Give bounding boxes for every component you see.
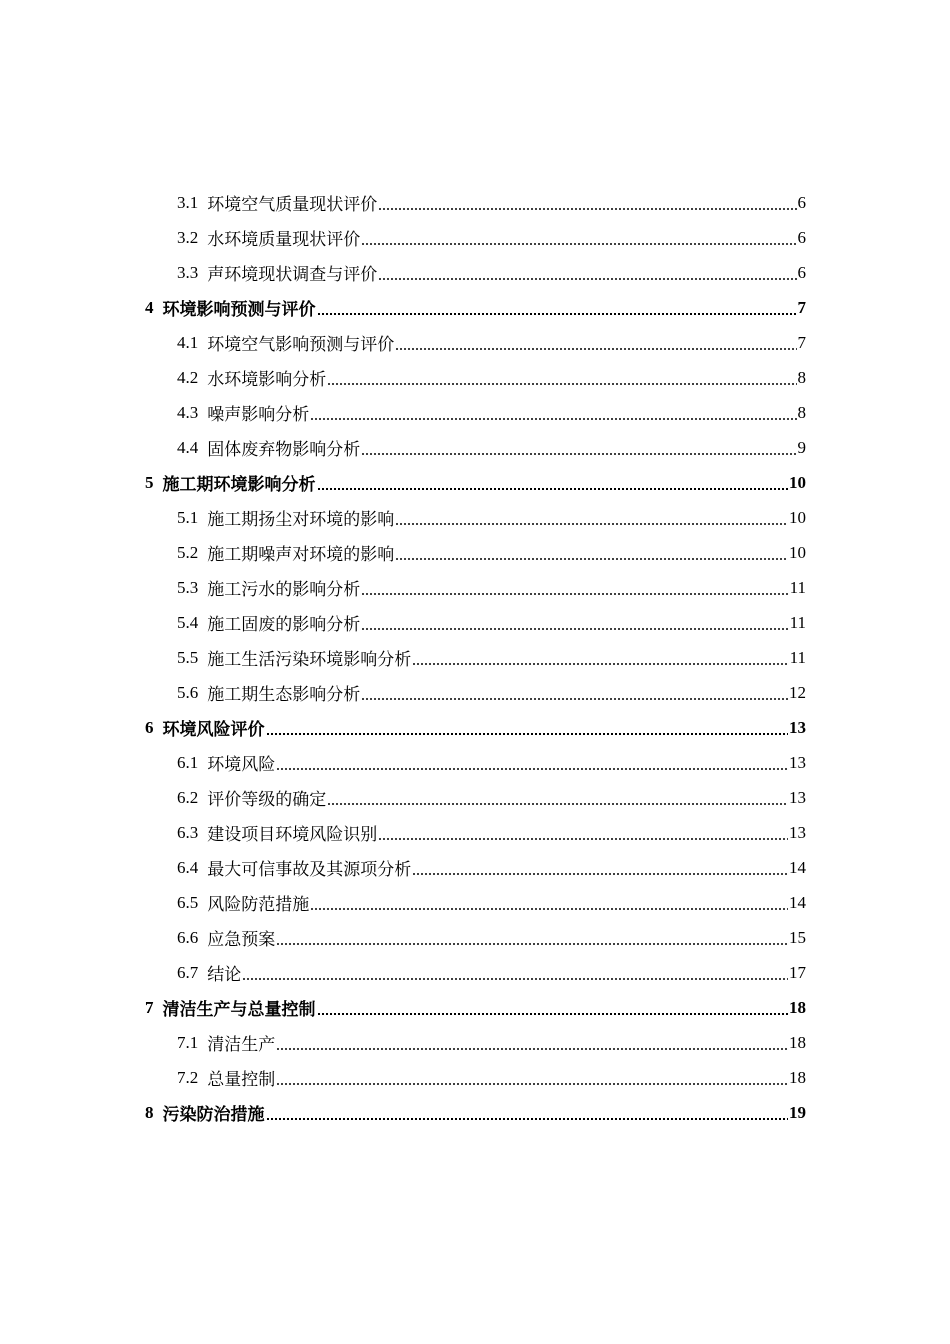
toc-dot-leader bbox=[266, 1118, 789, 1120]
toc-section-entry[interactable] bbox=[177, 360, 806, 395]
toc-entry-title: 施工固废的影响分析 bbox=[207, 615, 361, 634]
toc-entry-title: 施工污水的影响分析 bbox=[207, 580, 361, 599]
toc-entry-title: 施工期生态影响分析 bbox=[207, 685, 361, 704]
toc-entry-page-number: 14 bbox=[789, 892, 806, 912]
toc-dot-leader bbox=[361, 628, 788, 630]
toc-section-entry[interactable] bbox=[177, 325, 806, 360]
toc-entry-page-number: 19 bbox=[789, 1102, 806, 1122]
toc-dot-leader bbox=[378, 838, 788, 840]
toc-chapter-entry[interactable] bbox=[145, 290, 806, 325]
toc-entry-number: 5 bbox=[145, 472, 154, 492]
toc-entry-page-number: 12 bbox=[789, 682, 806, 702]
toc-entry-title: 水环境质量现状评价 bbox=[207, 230, 361, 249]
toc-section-entry[interactable] bbox=[177, 885, 806, 920]
toc-entry-title: 噪声影响分析 bbox=[207, 405, 310, 424]
toc-entry-page-number: 8 bbox=[797, 402, 806, 422]
toc-entry-title: 水环境影响分析 bbox=[207, 370, 327, 389]
toc-section-entry[interactable] bbox=[177, 675, 806, 710]
toc-entry-number: 6 bbox=[145, 717, 154, 737]
toc-dot-leader bbox=[395, 523, 788, 525]
toc-entry-page-number: 11 bbox=[789, 577, 806, 597]
toc-entry-number: 3.1 bbox=[177, 192, 199, 212]
toc-section-entry[interactable] bbox=[177, 395, 806, 430]
toc-dot-leader bbox=[276, 768, 788, 770]
toc-entry-number: 3.3 bbox=[177, 262, 199, 282]
toc-section-entry[interactable] bbox=[177, 1060, 806, 1095]
toc-dot-leader bbox=[276, 943, 788, 945]
toc-dot-leader bbox=[378, 208, 796, 210]
toc-entry-title: 清洁生产 bbox=[207, 1035, 276, 1054]
toc-entry-page-number: 13 bbox=[789, 752, 806, 772]
toc-entry-title: 环境空气质量现状评价 bbox=[207, 195, 378, 214]
toc-dot-leader bbox=[361, 593, 788, 595]
toc-entry-page-number: 8 bbox=[797, 367, 806, 387]
toc-entry-number: 5.5 bbox=[177, 647, 199, 667]
toc-dot-leader bbox=[317, 313, 797, 315]
toc-entry-page-number: 15 bbox=[789, 927, 806, 947]
toc-entry-title: 最大可信事故及其源项分析 bbox=[207, 860, 412, 879]
toc-section-entry[interactable] bbox=[177, 955, 806, 990]
toc-entry-number: 4.3 bbox=[177, 402, 199, 422]
toc-entry-page-number: 18 bbox=[789, 1067, 806, 1087]
toc-entry-page-number: 9 bbox=[797, 437, 806, 457]
toc-dot-leader bbox=[327, 803, 788, 805]
toc-dot-leader bbox=[276, 1048, 788, 1050]
toc-entry-number: 6.1 bbox=[177, 752, 199, 772]
table-of-contents bbox=[0, 185, 950, 1130]
toc-entry-number: 5.1 bbox=[177, 507, 199, 527]
toc-section-entry[interactable] bbox=[177, 535, 806, 570]
toc-entry-page-number: 13 bbox=[789, 717, 806, 737]
toc-dot-leader bbox=[361, 453, 796, 455]
toc-section-entry[interactable] bbox=[177, 605, 806, 640]
toc-dot-leader bbox=[361, 698, 788, 700]
toc-dot-leader bbox=[310, 418, 796, 420]
toc-entry-page-number: 18 bbox=[789, 997, 806, 1017]
toc-entry-number: 6.4 bbox=[177, 857, 199, 877]
toc-section-entry[interactable] bbox=[177, 255, 806, 290]
toc-entry-page-number: 18 bbox=[789, 1032, 806, 1052]
toc-dot-leader bbox=[361, 243, 796, 245]
toc-dot-leader bbox=[317, 1013, 789, 1015]
toc-section-entry[interactable] bbox=[177, 640, 806, 675]
toc-entry-page-number: 11 bbox=[789, 612, 806, 632]
toc-section-entry[interactable] bbox=[177, 815, 806, 850]
toc-section-entry[interactable] bbox=[177, 780, 806, 815]
toc-dot-leader bbox=[395, 348, 796, 350]
toc-entry-number: 6.5 bbox=[177, 892, 199, 912]
toc-entry-page-number: 6 bbox=[797, 227, 806, 247]
toc-entry-title: 环境风险评价 bbox=[162, 720, 265, 739]
toc-entry-title: 建设项目环境风险识别 bbox=[207, 825, 378, 844]
toc-entry-title: 污染防治措施 bbox=[162, 1105, 265, 1124]
toc-dot-leader bbox=[395, 558, 788, 560]
toc-entry-title: 环境影响预测与评价 bbox=[162, 300, 316, 319]
toc-entry-page-number: 7 bbox=[797, 332, 806, 352]
toc-entry-page-number: 10 bbox=[789, 542, 806, 562]
toc-entry-number: 5.6 bbox=[177, 682, 199, 702]
toc-entry-page-number: 7 bbox=[797, 297, 806, 317]
toc-section-entry[interactable] bbox=[177, 850, 806, 885]
toc-entry-number: 3.2 bbox=[177, 227, 199, 247]
toc-entry-page-number: 14 bbox=[789, 857, 806, 877]
toc-section-entry[interactable] bbox=[177, 920, 806, 955]
toc-entry-title: 环境风险 bbox=[207, 755, 276, 774]
toc-entry-page-number: 13 bbox=[789, 787, 806, 807]
toc-entry-title: 清洁生产与总量控制 bbox=[162, 1000, 316, 1019]
toc-entry-page-number: 11 bbox=[789, 647, 806, 667]
toc-entry-number: 5.2 bbox=[177, 542, 199, 562]
toc-entry-title: 总量控制 bbox=[207, 1070, 276, 1089]
toc-dot-leader bbox=[412, 663, 788, 665]
toc-entry-number: 6.2 bbox=[177, 787, 199, 807]
toc-entry-number: 4.1 bbox=[177, 332, 199, 352]
toc-entry-number: 4.4 bbox=[177, 437, 199, 457]
toc-entry-title: 施工生活污染环境影响分析 bbox=[207, 650, 412, 669]
toc-entry-number: 5.3 bbox=[177, 577, 199, 597]
toc-entry-number: 6.7 bbox=[177, 962, 199, 982]
toc-entry-number: 5.4 bbox=[177, 612, 199, 632]
toc-entry-page-number: 10 bbox=[789, 472, 806, 492]
toc-chapter-entry[interactable] bbox=[145, 465, 806, 500]
toc-dot-leader bbox=[242, 978, 788, 980]
toc-dot-leader bbox=[327, 383, 796, 385]
toc-entry-number: 4.2 bbox=[177, 367, 199, 387]
toc-section-entry[interactable] bbox=[177, 570, 806, 605]
toc-section-entry[interactable] bbox=[177, 745, 806, 780]
toc-dot-leader bbox=[378, 278, 796, 280]
toc-entry-number: 6.3 bbox=[177, 822, 199, 842]
toc-entry-number: 7.2 bbox=[177, 1067, 199, 1087]
toc-entry-number: 6.6 bbox=[177, 927, 199, 947]
toc-entry-number: 4 bbox=[145, 297, 154, 317]
toc-chapter-entry[interactable] bbox=[145, 990, 806, 1025]
toc-entry-number: 8 bbox=[145, 1102, 154, 1122]
toc-section-entry[interactable] bbox=[177, 185, 806, 220]
toc-entry-title: 固体废弃物影响分析 bbox=[207, 440, 361, 459]
toc-chapter-entry[interactable] bbox=[145, 710, 806, 745]
toc-entry-page-number: 13 bbox=[789, 822, 806, 842]
toc-chapter-entry[interactable] bbox=[145, 1095, 806, 1130]
toc-entry-title: 施工期环境影响分析 bbox=[162, 475, 316, 494]
toc-section-entry[interactable] bbox=[177, 500, 806, 535]
toc-section-entry[interactable] bbox=[177, 430, 806, 465]
toc-dot-leader bbox=[317, 488, 789, 490]
toc-entry-page-number: 10 bbox=[789, 507, 806, 527]
toc-entry-title: 结论 bbox=[207, 965, 242, 984]
toc-dot-leader bbox=[310, 908, 788, 910]
toc-entry-title: 环境空气影响预测与评价 bbox=[207, 335, 395, 354]
toc-entry-title: 评价等级的确定 bbox=[207, 790, 327, 809]
toc-entry-title: 应急预案 bbox=[207, 930, 276, 949]
toc-entry-title: 风险防范措施 bbox=[207, 895, 310, 914]
toc-entry-page-number: 6 bbox=[797, 192, 806, 212]
toc-entry-page-number: 17 bbox=[789, 962, 806, 982]
toc-section-entry[interactable] bbox=[177, 1025, 806, 1060]
toc-dot-leader bbox=[266, 733, 789, 735]
toc-dot-leader bbox=[276, 1083, 788, 1085]
toc-entry-title: 声环境现状调查与评价 bbox=[207, 265, 378, 284]
toc-entry-title: 施工期噪声对环境的影响 bbox=[207, 545, 395, 564]
toc-dot-leader bbox=[412, 873, 788, 875]
toc-entry-number: 7 bbox=[145, 997, 154, 1017]
toc-entry-page-number: 6 bbox=[797, 262, 806, 282]
toc-entry-number: 7.1 bbox=[177, 1032, 199, 1052]
toc-entry-title: 施工期扬尘对环境的影响 bbox=[207, 510, 395, 529]
toc-section-entry[interactable] bbox=[177, 220, 806, 255]
